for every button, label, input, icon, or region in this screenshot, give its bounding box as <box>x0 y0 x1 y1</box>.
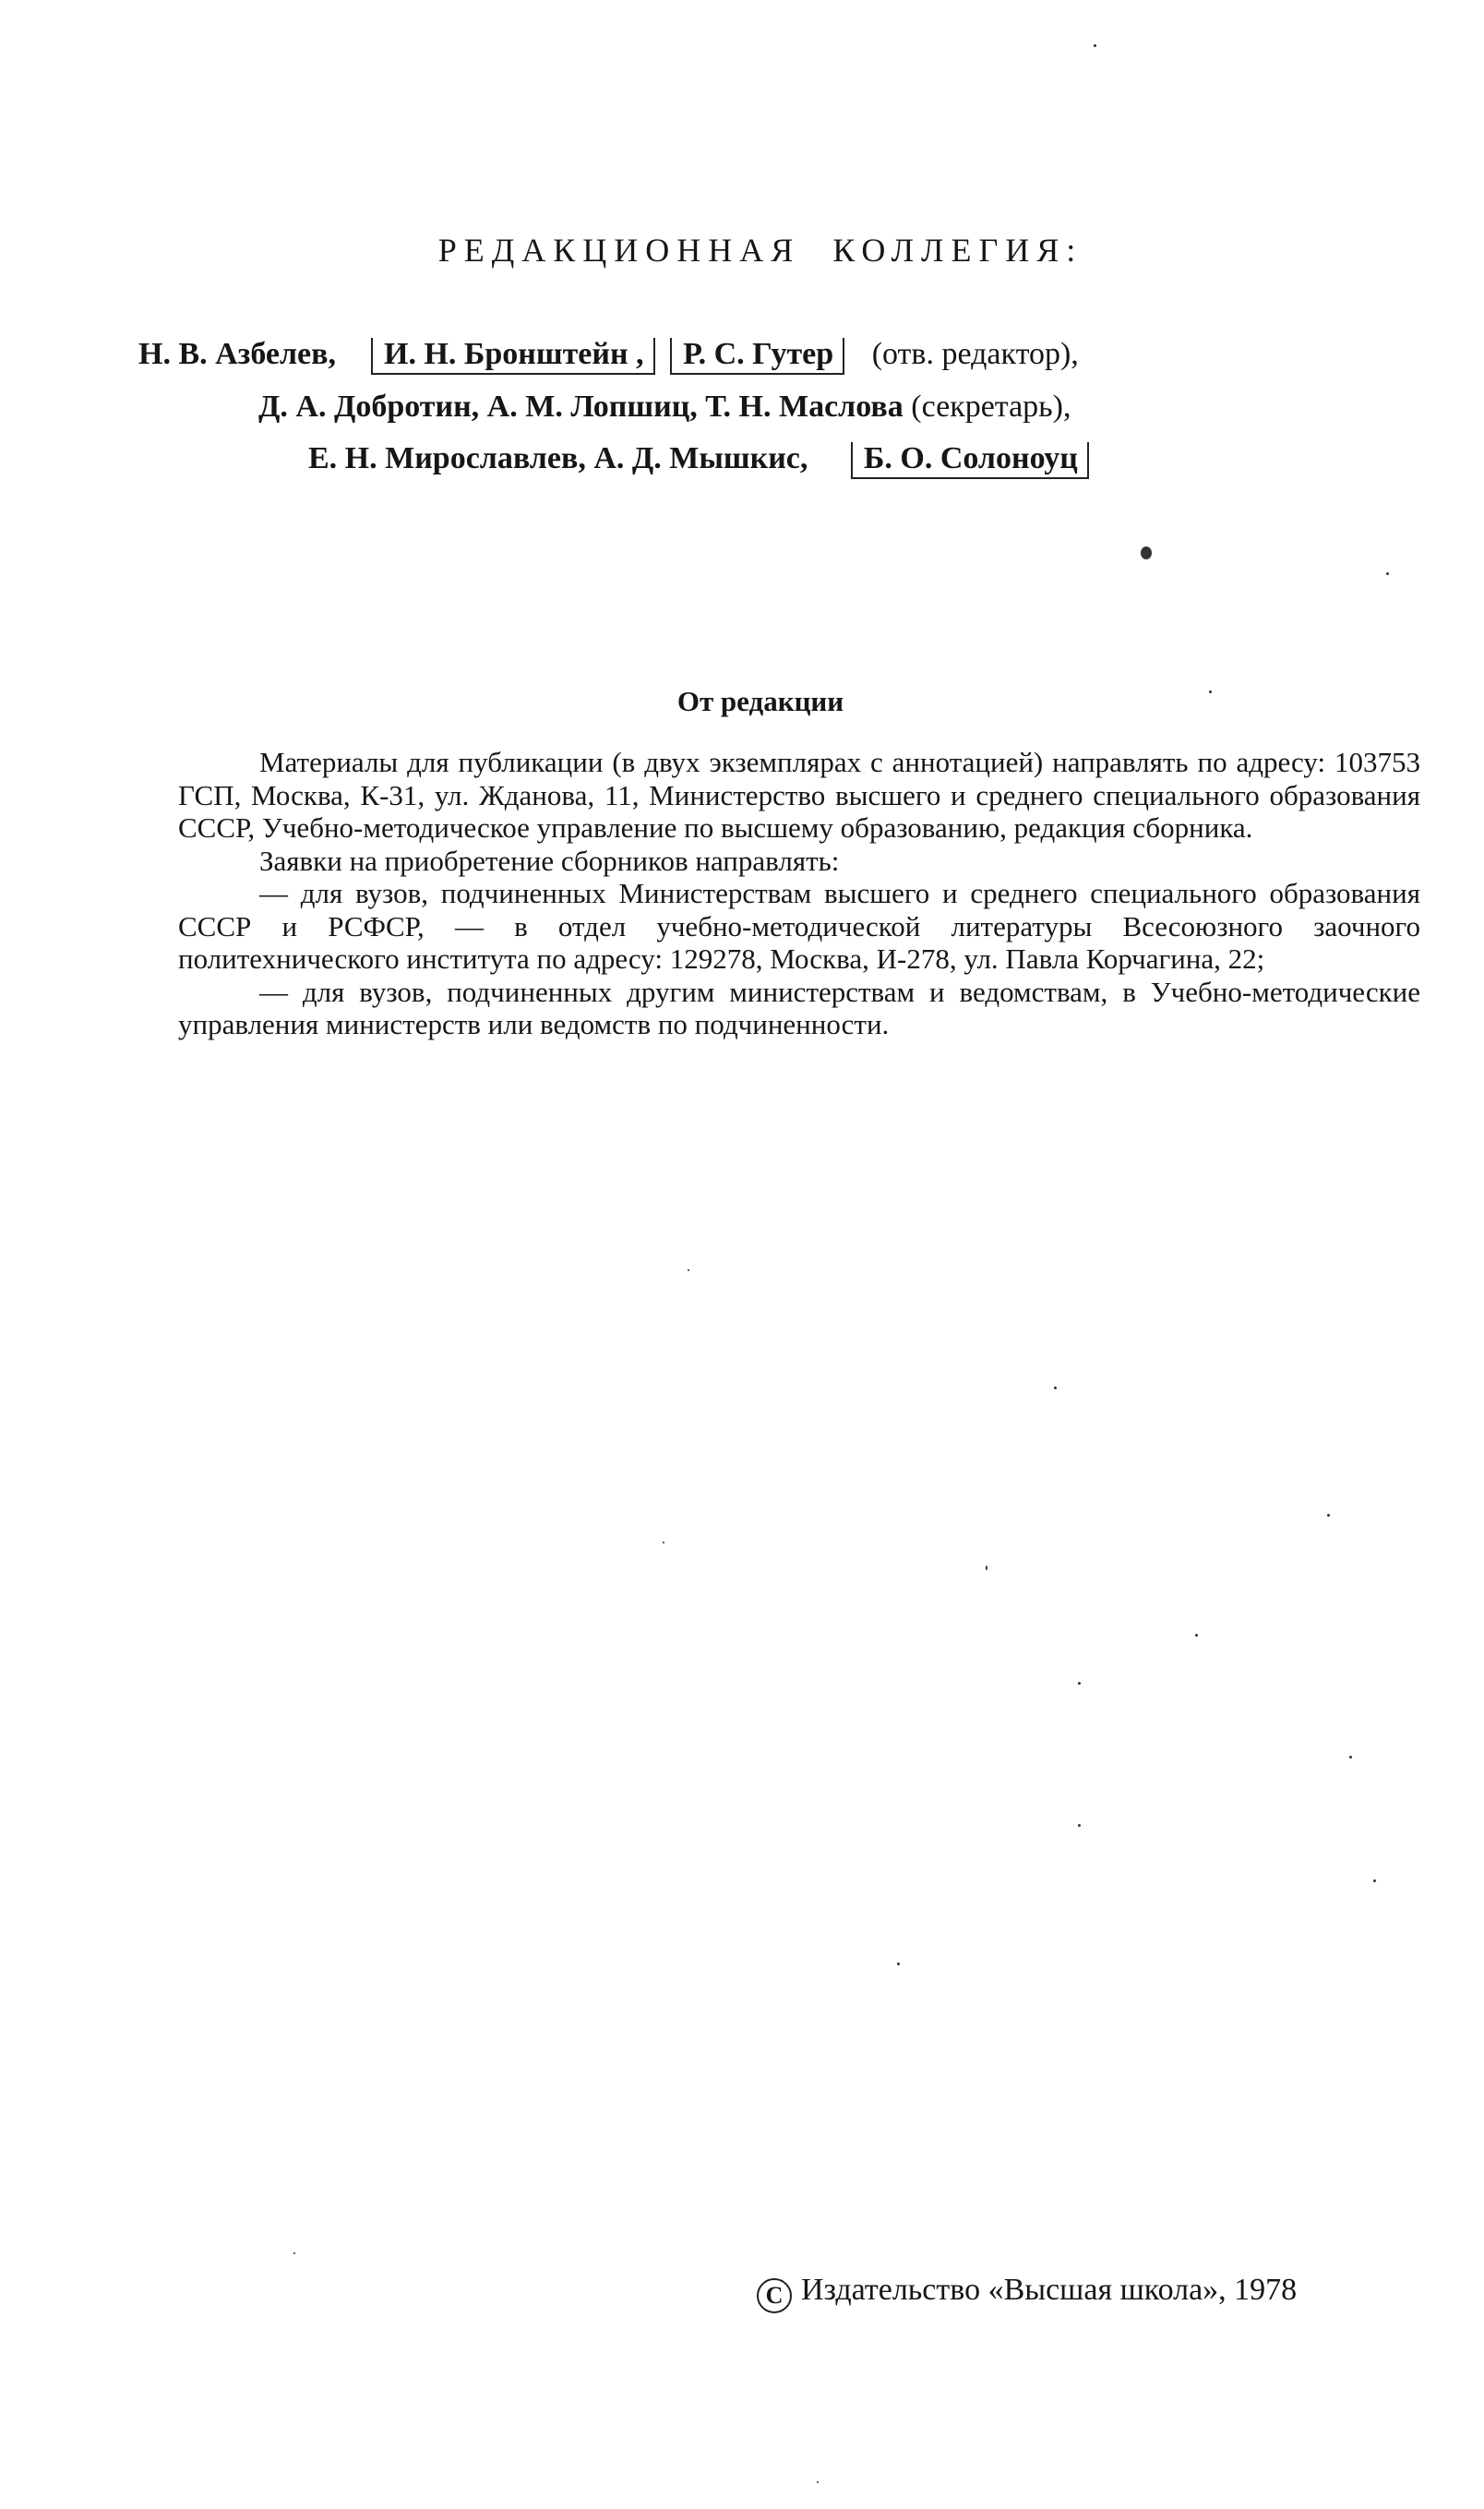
scan-speck <box>897 1963 900 1965</box>
scan-speck <box>986 1566 987 1570</box>
copyright-text: Издательство «Высшая школа», 1978 <box>801 2273 1298 2307</box>
body-paragraph: — для вузов, подчиненных другим министерствам и ведомствам, в Учебно-методические управления министерств или ведомств по подчиненности. <box>178 975 1420 1040</box>
board-line-2 <box>258 390 1071 425</box>
body-paragraph: Заявки на приобретение сборников направлять: <box>259 844 840 877</box>
scan-speck <box>1386 572 1389 575</box>
scan-speck <box>1349 1756 1352 1759</box>
scan-speck <box>1078 1682 1081 1685</box>
scan-speck <box>293 2252 295 2254</box>
board-member-names: Д. А. Добротин, А. М. Лопшиц, Т. Н. Маслова <box>258 390 904 424</box>
editorial-board-heading: РЕДАКЦИОННАЯ КОЛЛЕГИЯ: <box>437 232 1083 269</box>
board-member-name: Н. В. Азбелев, <box>138 337 337 371</box>
scan-speck <box>1195 1634 1198 1637</box>
editorial-note-heading: От редакции <box>676 685 844 717</box>
scan-speck <box>663 1542 664 1543</box>
scan-speck <box>1141 546 1152 559</box>
body-paragraph: Материалы для публикации (в двух экземплярах с аннотацией) направлять по адресу: 103753 ГСП, Москва, К-31, ул. Жданова, 11, Министерство высшего и среднего специального образования СССР, Учебно-методическое управление по высшему образованию, редакция сборника. <box>178 746 1420 844</box>
scan-speck <box>1373 1879 1376 1882</box>
scan-speck <box>1054 1387 1057 1389</box>
board-line-3 <box>308 441 1093 479</box>
board-role: (секретарь), <box>911 390 1071 424</box>
board-member-name-boxed: Б. О. Солоноуц <box>851 442 1089 479</box>
copyright-line <box>757 2273 1297 2313</box>
board-member-name-boxed: И. Н. Бронштейн , <box>371 338 655 375</box>
scan-speck <box>1209 690 1212 693</box>
body-paragraph: — для вузов, подчиненных Министерствам высшего и среднего специального образования СССР и РСФСР, — в отдел учебно-методической литературы Всесоюзного заочного политехнического института по адресу: 129278, Москва, И-278, ул. Павла Корчагина, 22; <box>178 877 1420 975</box>
scan-speck <box>1078 1824 1081 1827</box>
scan-speck <box>817 2481 819 2483</box>
board-member-names: Е. Н. Мирославлев, А. Д. Мышкис, <box>308 441 808 475</box>
scan-speck <box>1327 1514 1330 1517</box>
board-role: (отв. редактор), <box>871 337 1079 371</box>
board-member-name-boxed: Р. С. Гутер <box>670 338 844 375</box>
scan-speck <box>688 1269 689 1271</box>
board-line-1 <box>138 337 1079 375</box>
copyright-icon: C <box>757 2278 792 2313</box>
scan-speck <box>1094 44 1096 47</box>
editorial-note-body <box>178 746 1420 1041</box>
